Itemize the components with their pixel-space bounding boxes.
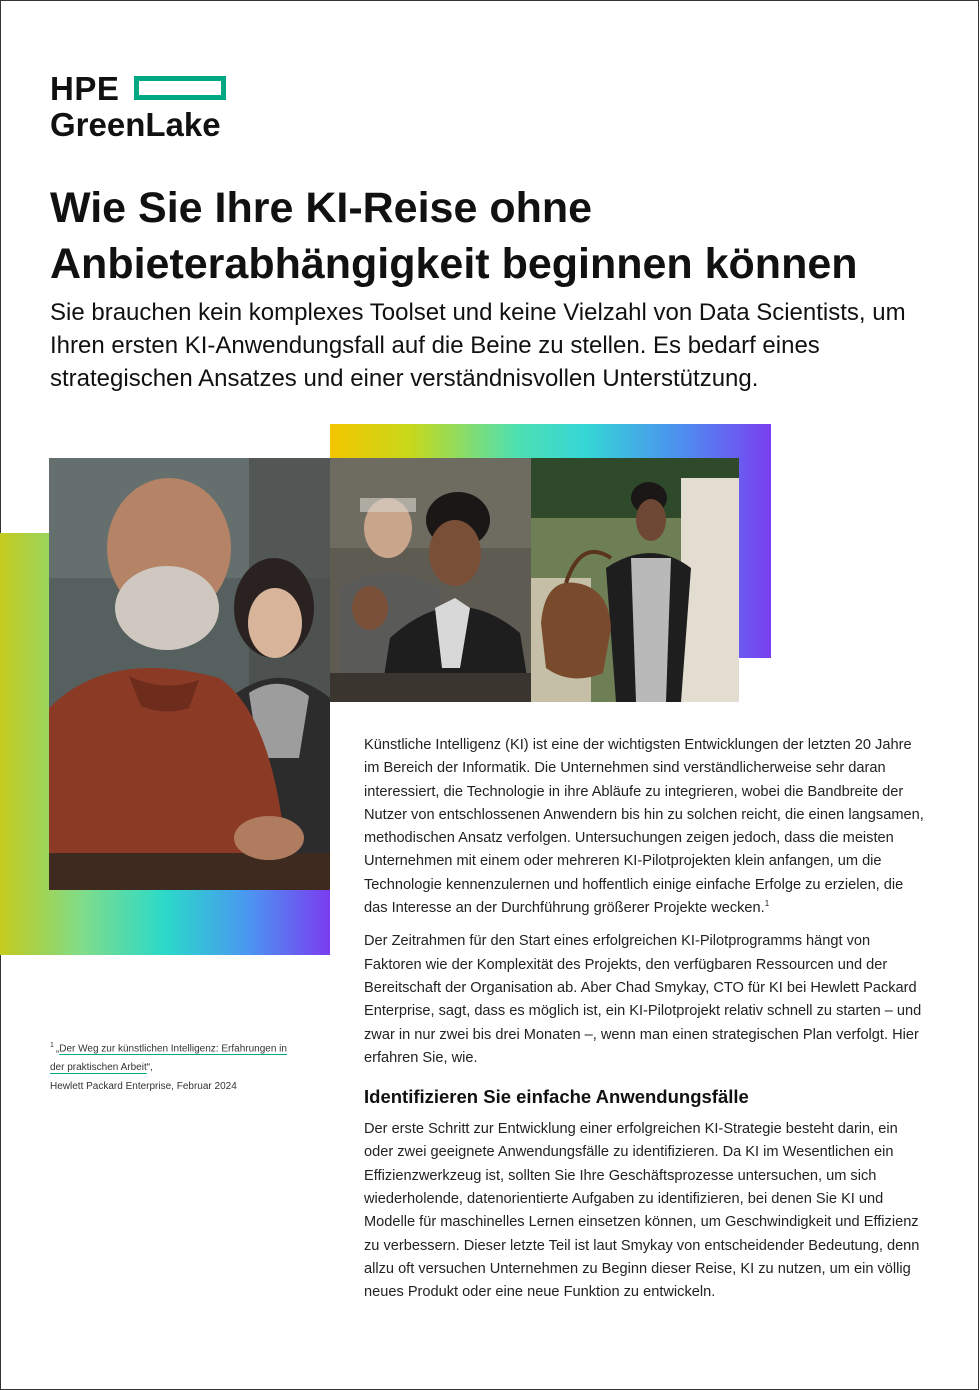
section-heading: Identifizieren Sie einfache Anwendungsfälle	[364, 1086, 749, 1108]
photo-woman-walking	[531, 458, 739, 702]
footnote-open-quote: „	[55, 1043, 60, 1055]
footnote-source-link[interactable]: Der Weg zur künstlichen Intelligenz: Erfahrungen in der praktischen Arbeit	[50, 1043, 287, 1074]
body-paragraph-1	[364, 734, 924, 920]
body-paragraph-2: Der Zeitrahmen für den Start eines erfolgreichen KI-Pilotprogramms hängt von Faktoren wie der Komplexität des Projekts, den verfügbaren Ressourcen und der Bereitschaft der Organisation ab. Aber Chad Smykay, CTO für KI bei Hewlett Packard Enterprise, sagt, dass es möglich ist, ein KI-Pilotprojekt relativ schnell zu starten – und zwar in nur zwei bis drei Monaten –, wenn man einen strategischen Plan verfolgt. Hier erfahren Sie, wie.	[364, 933, 922, 1066]
page-title: Wie Sie Ihre KI-Reise ohne Anbieterabhängigkeit beginnen können	[50, 184, 858, 288]
footnote	[50, 1036, 290, 1096]
footnote-number: 1	[50, 1042, 54, 1049]
photo-woman-speaking	[330, 458, 531, 702]
article-body	[364, 734, 924, 1315]
page-subtitle: Sie brauchen kein komplexes Toolset und keine Vielzahl von Data Scientists, um Ihren ersten KI-Anwendungsfall auf die Beine zu stellen. Es bedarf eines strategischen Ansatzes und einer verständnisvollen Unterstützung.	[50, 299, 906, 392]
footnote-reference[interactable]: 1	[764, 899, 770, 909]
footnote-close-quote: “,	[146, 1062, 153, 1074]
body-paragraph-1-text: Künstliche Intelligenz (KI) ist eine der wichtigsten Entwicklungen der letzten 20 Jahre im Bereich der Informatik. Die Unternehmen sind verständlicherweise sehr daran interessiert, die Technologie in ihre Abläufe zu integrieren, wobei die Bandbreite der Nutzer von entschlossenen Anwendern bis hin zu solchen reicht, die einen langsamen, methodischen Ansatz verfolgen. Untersuchungen zeigen jedoch, dass die meisten Unternehmen mit einem oder mehreren KI-Pilotprojekten klein anfangen, um die Technologie kennenzulernen und hoffentlich einige einfache Erfolge zu erzielen, die das Interesse an der Durchführung größerer Projekte wecken.	[364, 737, 924, 917]
photo-man-in-meeting	[49, 458, 330, 890]
footnote-source: Hewlett Packard Enterprise, Februar 2024	[50, 1081, 237, 1093]
logo-green-rectangle	[134, 76, 226, 100]
logo-greenlake-text: GreenLake	[50, 106, 221, 143]
body-paragraph-3: Der erste Schritt zur Entwicklung einer erfolgreichen KI-Strategie besteht darin, ein oder zwei geeignete Anwendungsfälle zu identifizieren. Da KI im Wesentlichen ein Effizienzwerkzeug ist, sollten Sie Ihre Geschäftsprozesse untersuchen, um sich wiederholende, datenorientierte Aufgaben zu identifizieren, bei denen Sie KI und Modelle für maschinelles Lernen einsetzen können, um Geschwindigkeit und Effizienz zu verbessern. Dieser letzte Teil ist laut Smykay von entscheidender Bedeutung, denn allzu oft versuchen Unternehmen zu Beginn dieser Reise, KI zu nutzen, um ein völlig neues Produkt oder eine neue Funktion zu entwickeln.	[364, 1121, 920, 1301]
logo-hpe-text: HPE	[50, 70, 120, 107]
